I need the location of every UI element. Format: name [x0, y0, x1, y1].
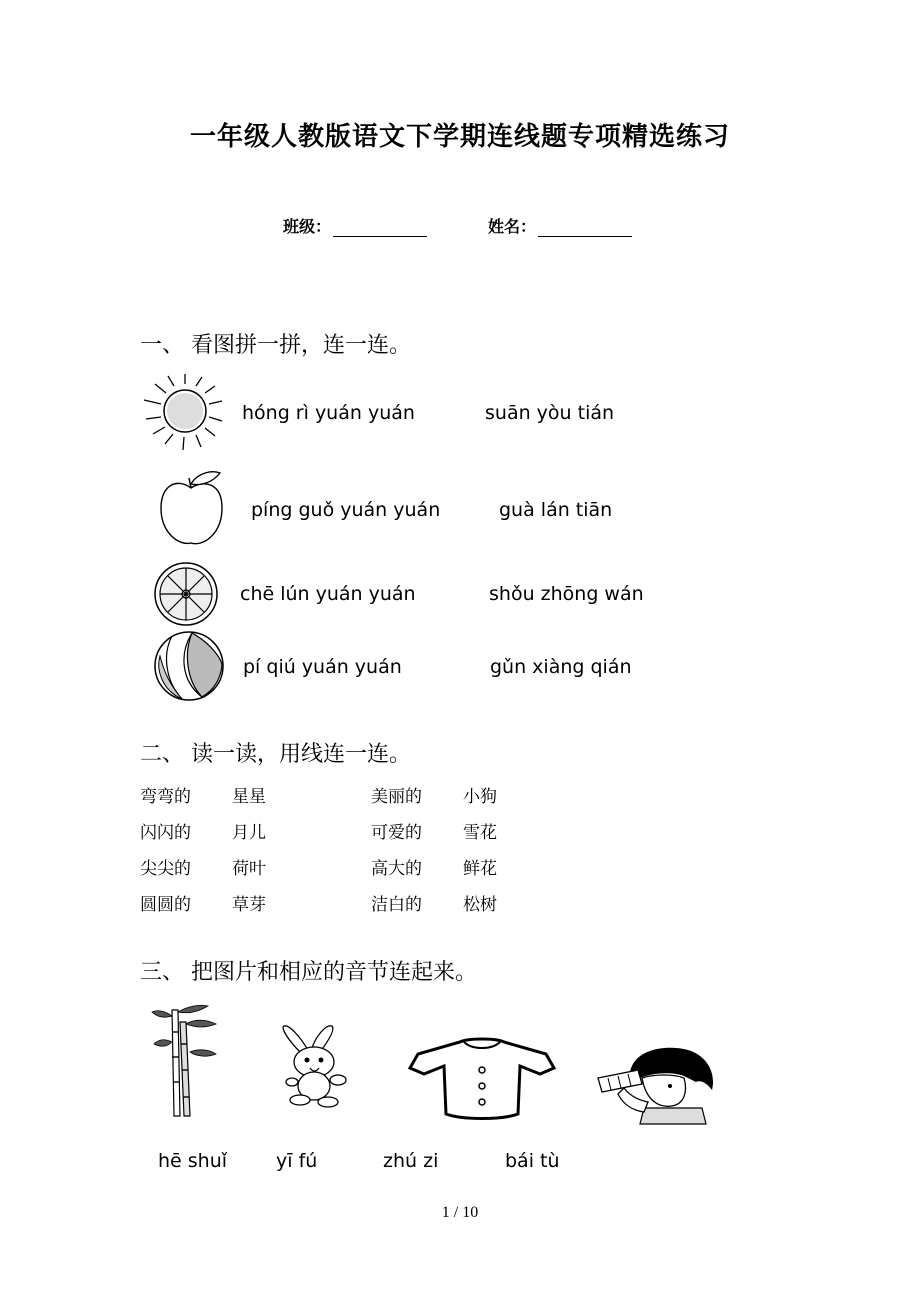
- s2-word: 鲜花: [463, 859, 497, 879]
- bamboo-icon: [150, 1002, 220, 1120]
- s3-syllable-1: hē shuǐ: [158, 1150, 228, 1172]
- wheel-icon: [152, 561, 220, 627]
- s2-word: 可爱的: [371, 823, 422, 843]
- section3-heading: 三、 把图片和相应的音节连起来。: [140, 960, 477, 985]
- section1-heading: 一、 看图拼一拼，连一连。: [140, 333, 411, 358]
- s3-syllable-3: zhú zi: [383, 1150, 439, 1172]
- s1-right-3: shǒu zhōng wán: [489, 583, 644, 605]
- s2-word: 荷叶: [232, 859, 266, 879]
- s2-word: 月儿: [232, 823, 266, 843]
- s3-syllable-4: bái tù: [505, 1150, 560, 1172]
- s2-word: 闪闪的: [140, 823, 191, 843]
- section2-heading: 二、 读一读，用线连一连。: [140, 742, 411, 767]
- s2-word: 美丽的: [371, 787, 422, 807]
- class-field: [283, 214, 427, 237]
- s2-word: 高大的: [371, 859, 422, 879]
- s2-word: 小狗: [463, 787, 497, 807]
- s3-syllable-2: yī fú: [276, 1150, 318, 1172]
- rabbit-icon: [270, 1022, 362, 1110]
- drinking-girl-icon: [584, 1042, 720, 1124]
- class-blank[interactable]: [333, 218, 427, 237]
- name-field: [488, 214, 632, 237]
- s2-word: 洁白的: [371, 895, 422, 915]
- s2-word: 星星: [232, 787, 266, 807]
- s1-left-1: hóng rì yuán yuán: [242, 402, 415, 424]
- s2-word: 圆圆的: [140, 895, 191, 915]
- s2-word: 尖尖的: [140, 859, 191, 879]
- s2-word: 草芽: [232, 895, 266, 915]
- name-label: 姓名：: [488, 217, 537, 236]
- s2-word: 弯弯的: [140, 787, 191, 807]
- s2-word: 松树: [463, 895, 497, 915]
- sun-icon: [138, 372, 228, 452]
- s1-right-4: gǔn xiàng qián: [490, 656, 632, 678]
- page-number: 1 / 10: [441, 1204, 479, 1221]
- s2-word: 雪花: [463, 823, 497, 843]
- s1-right-1: suān yòu tián: [485, 402, 615, 424]
- apple-icon: [158, 470, 228, 550]
- name-blank[interactable]: [538, 218, 632, 237]
- class-label: 班级：: [283, 217, 332, 236]
- clothes-icon: [408, 1034, 556, 1122]
- s1-right-2: guà lán tiān: [499, 499, 613, 521]
- s1-left-2: píng guǒ yuán yuán: [251, 499, 441, 521]
- page-title: 一年级人教版语文下学期连线题专项精选练习: [189, 122, 730, 152]
- s1-left-3: chē lún yuán yuán: [240, 583, 416, 605]
- s1-left-4: pí qiú yuán yuán: [243, 656, 402, 678]
- ball-icon: [152, 630, 226, 702]
